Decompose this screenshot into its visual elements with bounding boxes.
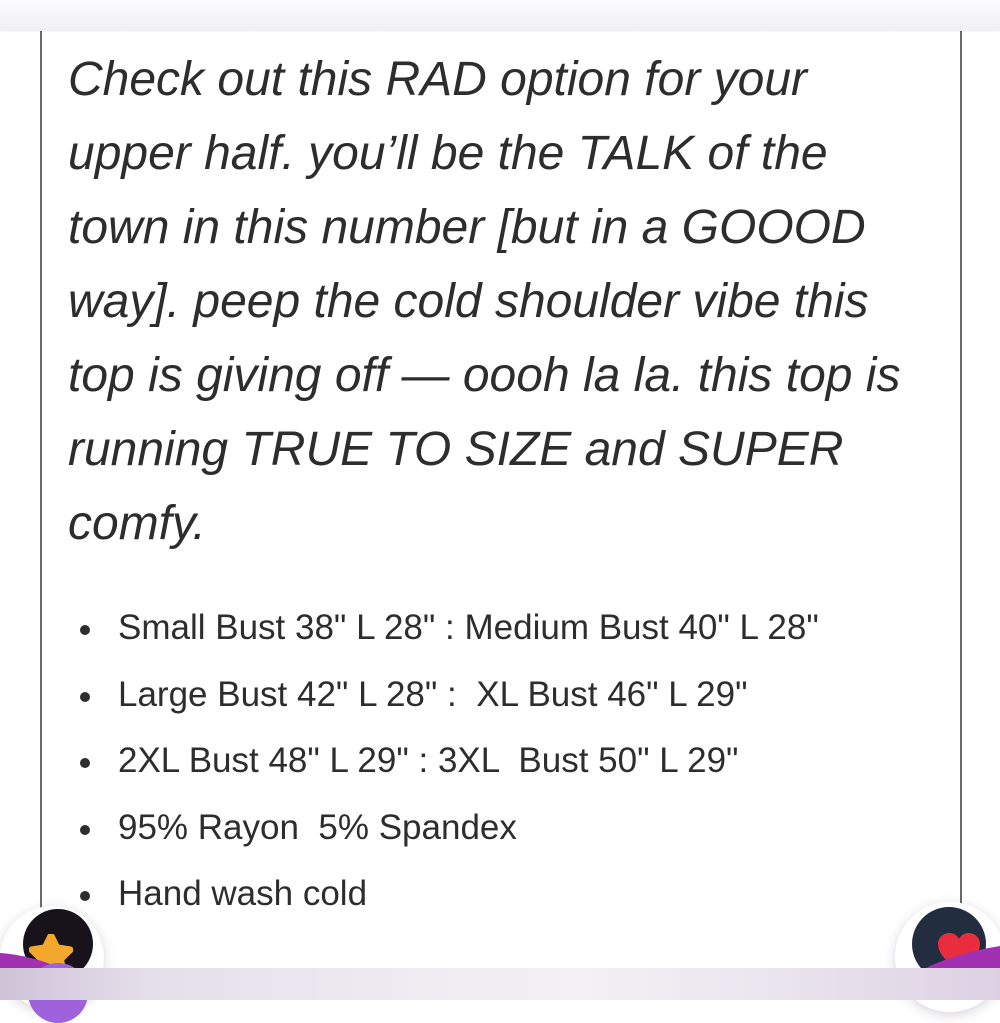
list-item-text: Hand wash cold xyxy=(118,874,368,914)
bottom-strip xyxy=(0,968,1000,1000)
description-line: upper half. you’ll be the TALK of the xyxy=(68,127,828,180)
description-line: way]. peep the cold shoulder vibe this xyxy=(68,275,869,328)
list-item-text: 95% Rayon 5% Spandex xyxy=(118,807,517,847)
bullet-dot-icon xyxy=(80,758,90,768)
bullet-dot-icon xyxy=(80,825,90,835)
list-item xyxy=(68,728,928,795)
bullet-dot-icon xyxy=(80,625,90,635)
description-line: town in this number [but in a GOOOD xyxy=(68,201,866,254)
description-line: top is giving off — oooh la la. this top is xyxy=(68,349,901,402)
list-item xyxy=(68,595,928,662)
bullet-dot-icon xyxy=(80,692,90,702)
bullet-dot-icon xyxy=(80,891,90,901)
size-details-list xyxy=(68,595,928,928)
description-line: running TRUE TO SIZE and SUPER xyxy=(68,423,844,476)
list-item-text: Large Bust 42" L 28" : XL Bust 46" L 29" xyxy=(118,674,748,714)
product-description xyxy=(68,43,948,561)
list-item-text: Small Bust 38" L 28" : Medium Bust 40" L 28" xyxy=(118,608,819,648)
list-item xyxy=(68,795,928,862)
top-band xyxy=(0,0,1000,31)
list-item-text: 2XL Bust 48" L 29" : 3XL Bust 50" L 29" xyxy=(118,741,739,781)
list-item xyxy=(68,861,928,928)
description-line: Check out this RAD option for your xyxy=(68,53,808,106)
description-line: comfy. xyxy=(68,497,206,550)
list-item xyxy=(68,662,928,729)
